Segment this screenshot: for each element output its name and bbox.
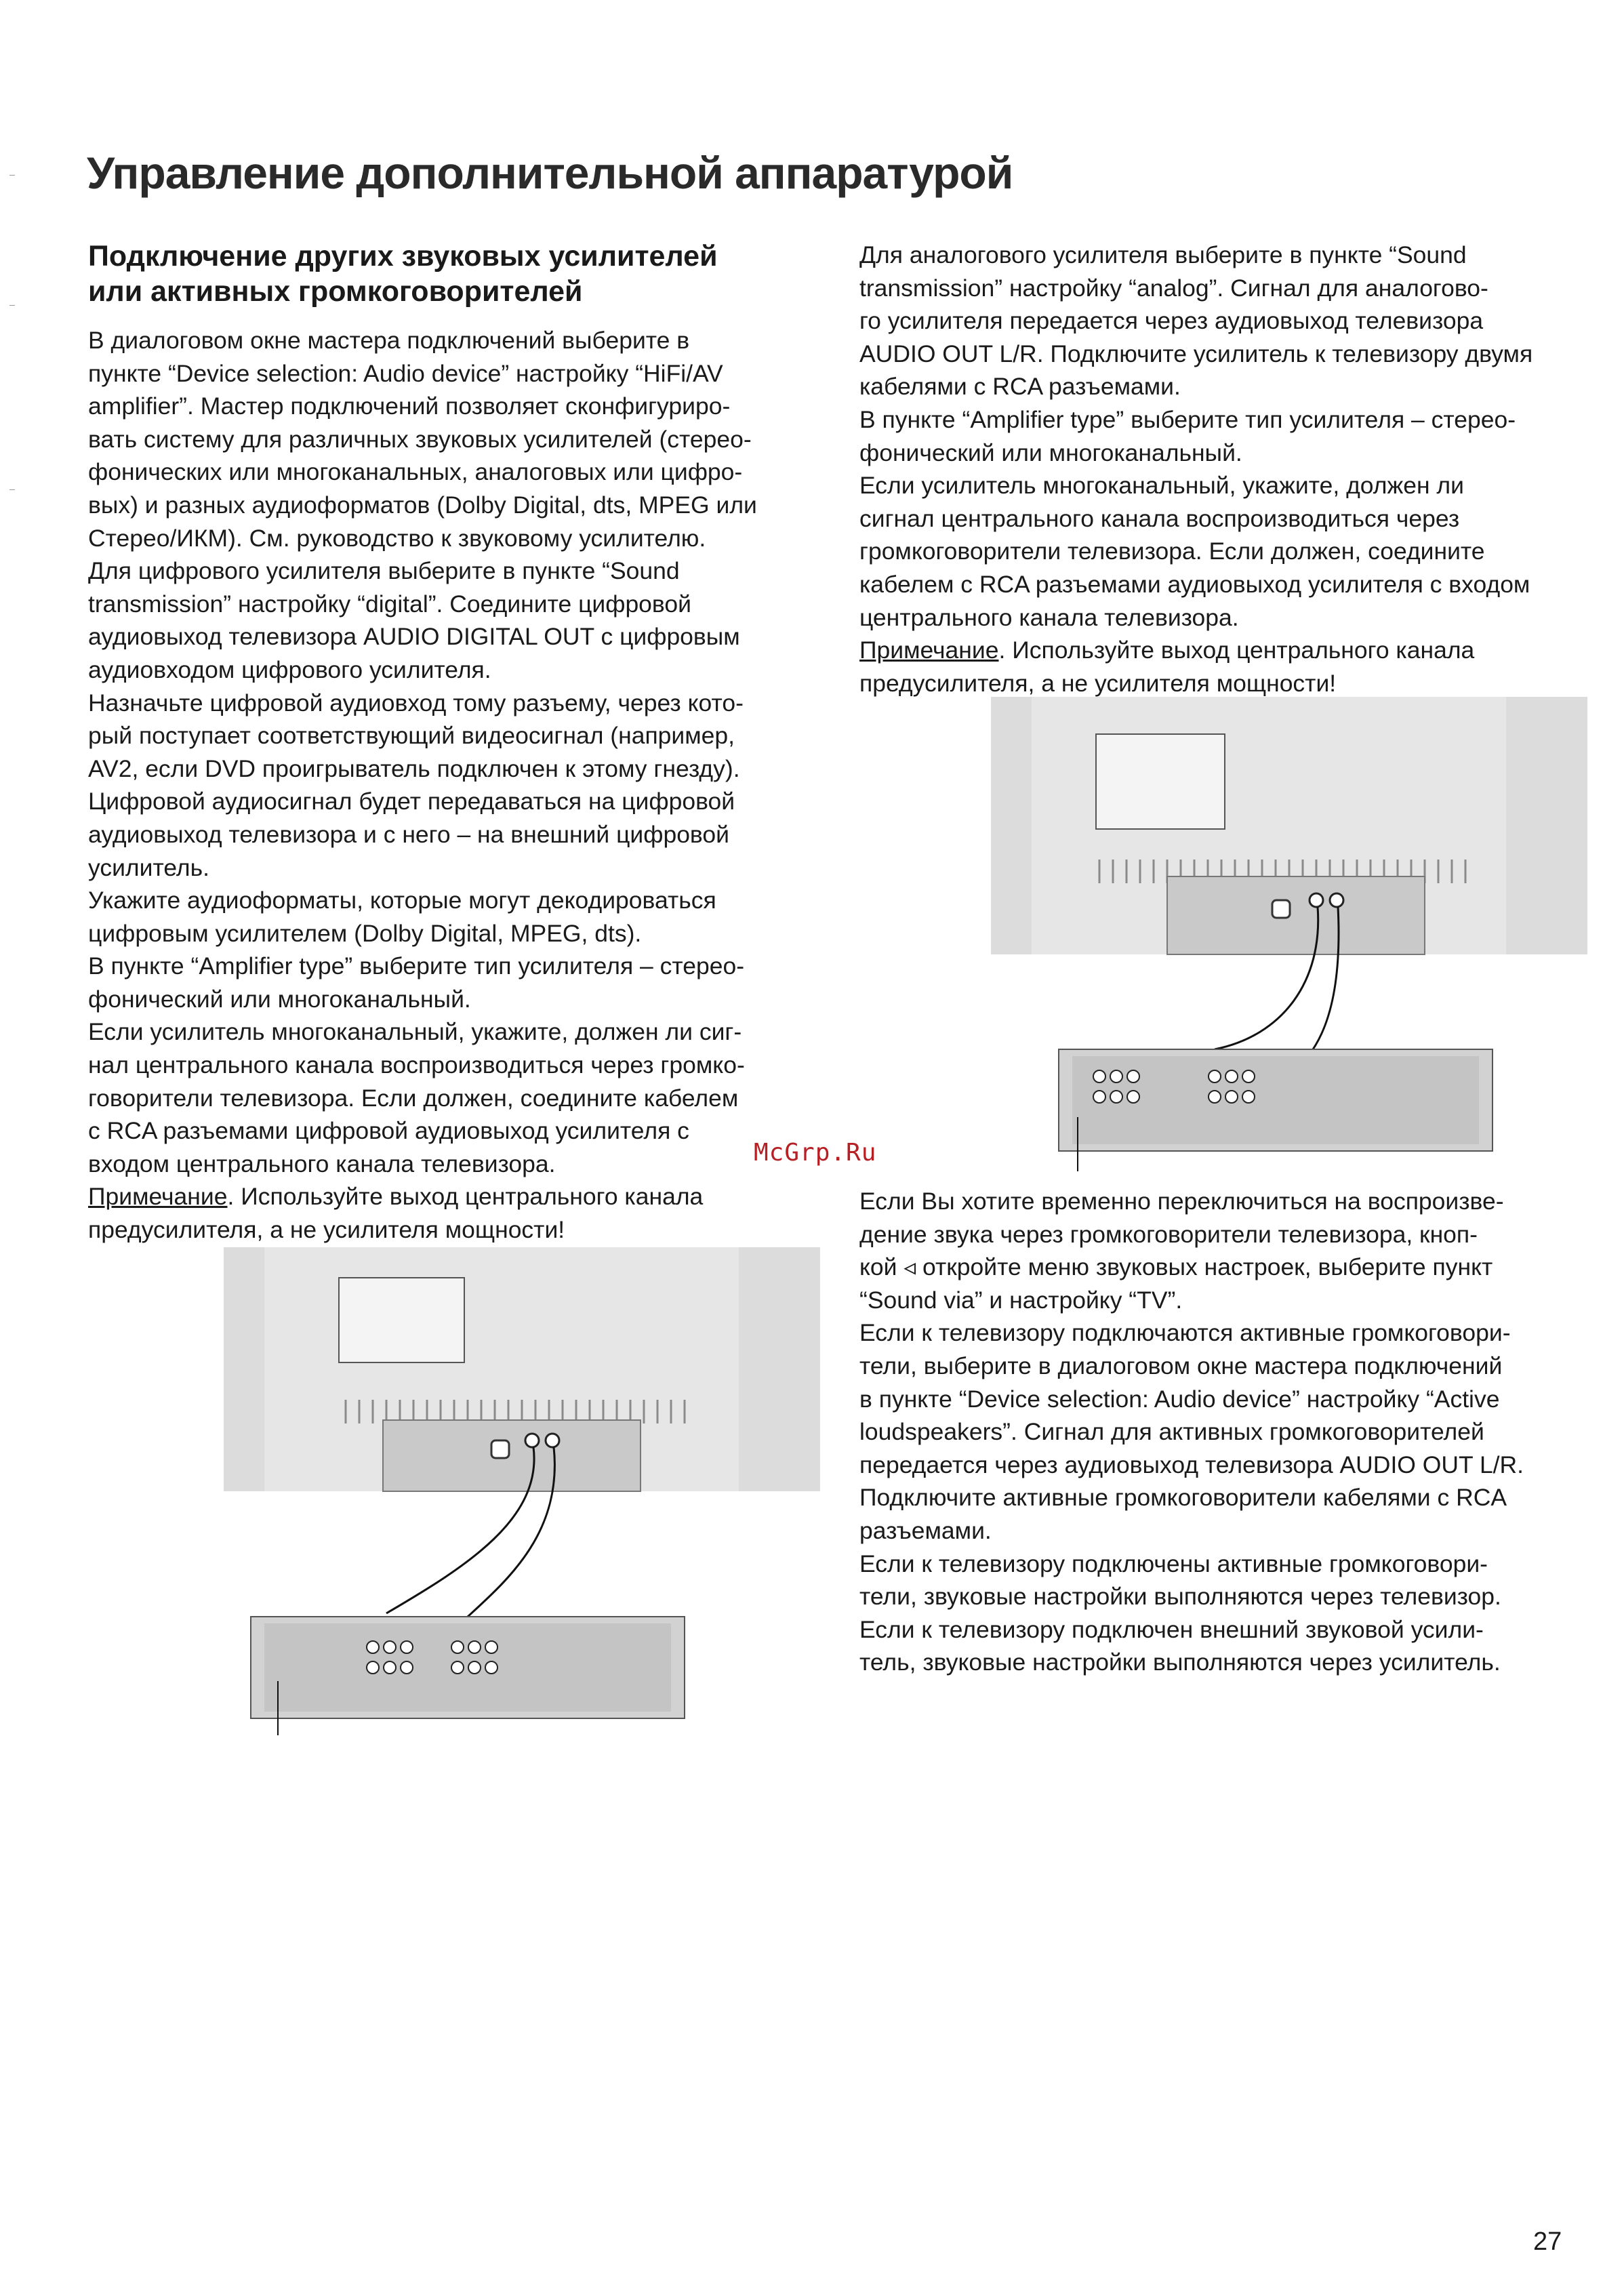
text-line: разъемами. xyxy=(859,1516,992,1544)
text-line: AUDIO OUT L/R. Подключите усилитель к телевизору двумя xyxy=(859,340,1533,367)
text-line: AV2, если DVD проигрыватель подключен к этому гнезду). xyxy=(88,754,740,782)
text-line: в пункте “Device selection: Audio device” настройку “Active xyxy=(859,1385,1500,1413)
text-line: фонический или многоканальный. xyxy=(859,439,1242,466)
text-line: кабелем с RCA разъемами аудиовыход усилителя с входом xyxy=(859,570,1530,598)
text-line: Если к телевизору подключен внешний звуковой усили- xyxy=(859,1615,1484,1643)
text-line: “Sound via” и настройку “TV”. xyxy=(859,1286,1183,1314)
text-line: amplifier”. Мастер подключений позволяет сконфигуриро- xyxy=(88,392,731,420)
text-line: Цифровой аудиосигнал будет передаваться на цифровой xyxy=(88,788,735,815)
text-line: вых) и разных аудиоформатов (Dolby Digital, dts, MPEG или xyxy=(88,491,757,519)
rca-socket-left xyxy=(1310,893,1323,907)
note-label: Примечание xyxy=(859,637,999,664)
text-line: центрального канала телевизора. xyxy=(859,603,1239,631)
text-line: кой ◃ откройте меню звуковых настроек, выберите пункт xyxy=(859,1253,1493,1281)
text-line: го усилителя передается через аудиовыход телевизора xyxy=(859,307,1484,335)
text-line: аудиовыход телевизора AUDIO DIGITAL OUT с цифровым xyxy=(88,623,740,651)
active-speakers-diagram xyxy=(224,1247,820,1735)
text-line: цифровым усилителем (Dolby Digital, MPEG, dts). xyxy=(88,919,642,947)
text-line: В пункте “Amplifier type” выберите тип усилителя – стерео- xyxy=(859,405,1516,433)
text-line: тели, выберите в диалоговом окне мастера подключений xyxy=(859,1352,1503,1379)
text-line: Если к телевизору подключены активные громкоговори- xyxy=(859,1550,1488,1577)
text-line: Подключите активные громкоговорители кабелями с RCA xyxy=(859,1484,1507,1512)
text-line: Если Вы хотите временно переключиться на воспроизве- xyxy=(859,1188,1504,1215)
text-line: Стерео/ИКМ). См. руководство к звуковому усилителю. xyxy=(88,524,706,552)
watermark: McGrp.Ru xyxy=(754,1139,877,1167)
text-line: Укажите аудиоформаты, которые могут декодироваться xyxy=(88,887,716,914)
text-line: дение звука через громкоговорители телевизора, кноп- xyxy=(859,1220,1478,1248)
text-line: нал центрального канала воспроизводиться через громко- xyxy=(88,1051,745,1079)
note-line xyxy=(859,634,1578,667)
text-line: Для аналогового усилителя выберите в пункте “Sound xyxy=(859,241,1467,268)
rca-socket-right xyxy=(546,1434,559,1447)
text-line: усилитель. xyxy=(88,853,209,881)
text-line: пункте “Device selection: Audio device” настройку “HiFi/AV xyxy=(88,359,723,387)
margin-mark xyxy=(9,489,15,490)
text-line: transmission” настройку “analog”. Сигнал для аналогово- xyxy=(859,274,1488,302)
scart-socket xyxy=(491,1440,509,1458)
text-line: transmission” настройку “digital”. Соедините цифровой xyxy=(88,590,691,618)
section-heading xyxy=(88,239,807,309)
text-line: Если усилитель многоканальный, укажите, должен ли сиг- xyxy=(88,1018,742,1046)
text-line: Если к телевизору подключаются активные громкоговори- xyxy=(859,1319,1511,1347)
section-heading-line: или активных громкоговорителей xyxy=(88,275,583,308)
text-line: кабелями с RCA разъемами. xyxy=(859,373,1181,401)
tv-label-plate xyxy=(1096,734,1225,829)
note-line xyxy=(88,1180,807,1213)
right-column-bottom xyxy=(859,1185,1578,1679)
text-line: громкоговорители телевизора. Если должен, соедините xyxy=(859,538,1485,565)
text-line: говорители телевизора. Если должен, соедините кабелем xyxy=(88,1084,739,1112)
connection-diagram xyxy=(224,1247,820,1735)
right-column-top xyxy=(859,239,1578,700)
text-line: передается через аудиовыход телевизора AUDIO OUT L/R. xyxy=(859,1451,1524,1478)
text-line: тели, звуковые настройки выполняются через телевизор. xyxy=(859,1583,1501,1611)
text-line: сигнал центрального канала воспроизводиться через xyxy=(859,504,1460,532)
note-line: предусилителя, а не усилителя мощности! xyxy=(88,1216,565,1244)
text-line: вать систему для различных звуковых усилителей (стерео- xyxy=(88,425,752,453)
connection-diagram xyxy=(991,697,1587,1171)
text-line: с RCA разъемами цифровой аудиовыход усилителя с xyxy=(88,1117,689,1145)
text-line: фонических или многоканальных, аналоговых или цифро- xyxy=(88,458,743,486)
text-line: Назначьте цифровой аудиовход тому разъему, через кото- xyxy=(88,689,744,716)
note-label: Примечание xyxy=(88,1183,228,1211)
tv-connector-panel xyxy=(383,1420,641,1491)
left-body-text xyxy=(88,324,807,1247)
page-title: Управление дополнительной аппаратурой xyxy=(87,148,1013,198)
text-line: В пункте “Amplifier type” выберите тип усилителя – стерео- xyxy=(88,952,745,980)
text-line: loudspeakers”. Сигнал для активных громкоговорителей xyxy=(859,1418,1484,1446)
text-line: тель, звуковые настройки выполняются через усилитель. xyxy=(859,1649,1501,1676)
left-column xyxy=(88,239,807,1247)
page-number: 27 xyxy=(1533,2227,1562,2256)
text-line: Если усилитель многоканальный, укажите, должен ли xyxy=(859,472,1464,500)
text-line: аудиовходом цифрового усилителя. xyxy=(88,655,491,683)
analog-amplifier-diagram xyxy=(991,697,1587,1171)
text-line: входом центрального канала телевизора. xyxy=(88,1150,556,1177)
text-line: рый поступает соответствующий видеосигнал (например, xyxy=(88,722,735,750)
tv-connector-panel xyxy=(1167,876,1425,954)
note-line: предусилителя, а не усилителя мощности! xyxy=(859,669,1337,697)
text-line: В диалоговом окне мастера подключений выберите в xyxy=(88,327,690,354)
tv-label-plate xyxy=(339,1278,464,1362)
scart-socket xyxy=(1272,900,1290,918)
rca-socket-left xyxy=(525,1434,539,1447)
text-line: фонический или многоканальный. xyxy=(88,985,471,1013)
note-text: . Используйте выход центрального канала xyxy=(998,637,1475,664)
note-text: . Используйте выход центрального канала xyxy=(227,1183,704,1211)
text-line: аудиовыход телевизора и с него – на внешний цифровой xyxy=(88,820,729,848)
text-line: Для цифрового усилителя выберите в пункте “Sound xyxy=(88,557,680,585)
rca-socket-right xyxy=(1330,893,1343,907)
margin-mark xyxy=(9,305,15,306)
section-heading-line: Подключение других звуковых усилителей xyxy=(88,240,718,272)
margin-mark xyxy=(9,175,15,176)
